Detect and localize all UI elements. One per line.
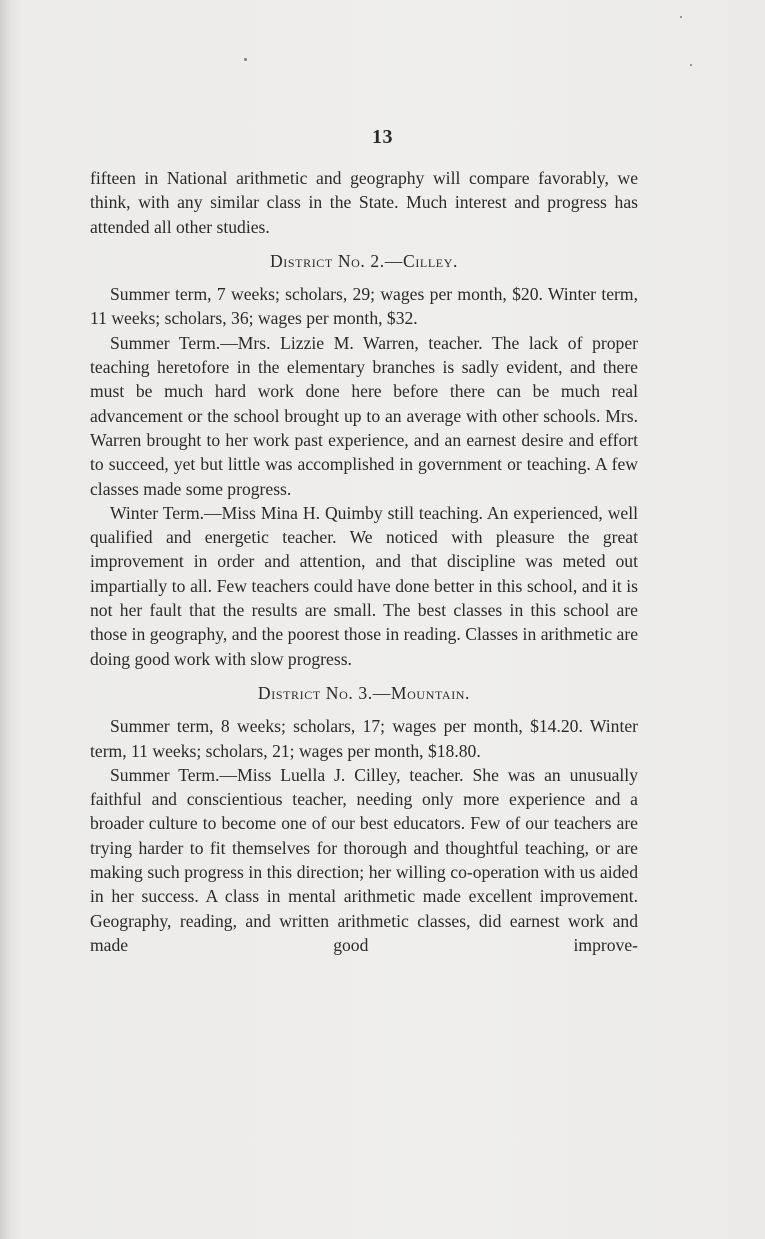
district-3-terms: Summer term, 8 weeks; scholars, 17; wages per month, $14.20. Winter term, 11 weeks; scholars, 21; wages per month, $18.80. (90, 716, 638, 761)
paper-speck (244, 58, 247, 61)
district-3-heading: District No. 3.—Mountain. (257, 682, 471, 703)
district-3-summer-report: Summer Term.—Miss Luella J. Cilley, teacher. She was an unusually faithful and conscientious teacher, needing only more experience and a broader culture to become one of our best educators. Few of our teachers are trying harder to fit themselves for thorough and thoughtful teaching, or are making such progress in this direction; her willing co-operation with us aided in her success. A class in mental arithmetic made excellent improvement. Geography, reading, and written arithmetic classes, did earnest work and made good improve- (90, 764, 638, 955)
paper-speck (680, 16, 682, 18)
page-body (90, 166, 638, 957)
district-2-heading: District No. 2.—Cilley. (270, 250, 458, 271)
district-2-summer-report: Summer Term.—Mrs. Lizzie M. Warren, teacher. The lack of proper teaching heretofore in the elementary branches is sadly evident, and there must be much hard work done here before there can be much real advancement or the school brought up to an average with other schools. Mrs. Warren brought to her work past experience, and an earnest desire and effort to succeed, yet but little was accomplished in government or teaching. A few classes made some progress. (90, 332, 638, 499)
district-2-terms: Summer term, 7 weeks; scholars, 29; wages per month, $20. Winter term, 11 weeks; scholars, 36; wages per month, $32. (90, 284, 638, 329)
paper-speck (690, 64, 692, 66)
district-2-winter-report: Winter Term.—Miss Mina H. Quimby still teaching. An experienced, well qualified and energetic teacher. We noticed with pleasure the great improvement in order and attention, and that discipline was meted out impartially to all. Few teachers could have done better in this school, and it is not her fault that the results are small. The best classes in this school are those in geography, and the poorest those in reading. Classes in arithmetic are doing good work with slow progress. (90, 502, 638, 669)
page-number: 13 (372, 126, 393, 148)
intro-paragraph: fifteen in National arithmetic and geography will compare favorably, we think, with any similar class in the State. Much interest and progress has attended all other studies. (90, 168, 638, 237)
